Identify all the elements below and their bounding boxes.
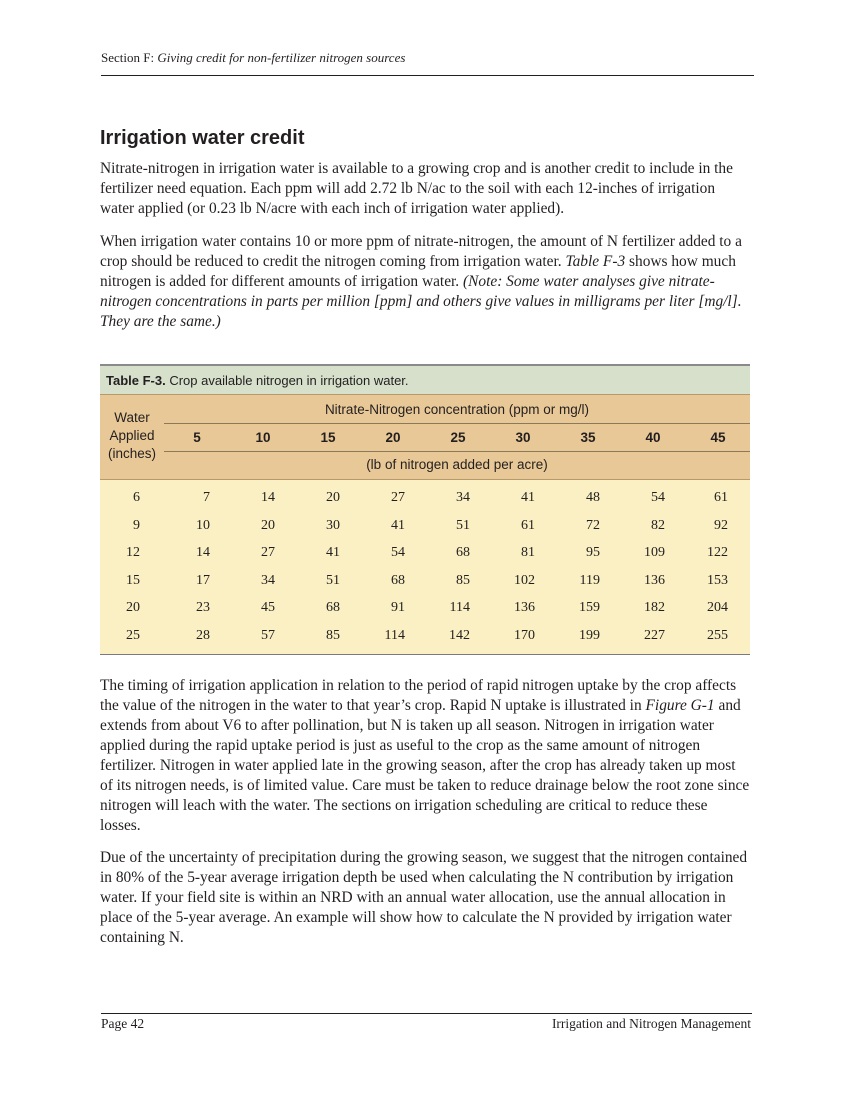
- nitrogen-value-cell: 23: [196, 600, 210, 615]
- p3-text-a: The timing of irrigation application in relation to the period of rapid nitrogen uptake by the crop affects the value of the nitrogen in the water to that year’s crop. Rapid N uptake is illustrated in: [100, 677, 737, 714]
- nitrogen-value-cell: 54: [391, 545, 405, 560]
- nitrogen-value-cell: 92: [714, 517, 728, 533]
- concentration-header: 40: [645, 430, 661, 445]
- nitrogen-value-cell: 95: [586, 545, 600, 560]
- section-label: Section F:: [101, 50, 155, 65]
- paragraph-timing: [100, 676, 750, 836]
- nitrogen-value-cell: 204: [707, 600, 728, 615]
- nitrogen-value-cell: 10: [196, 517, 210, 533]
- nitrogen-value-cell: 102: [514, 572, 535, 588]
- concentration-header: 35: [580, 430, 596, 445]
- table-caption: [100, 364, 750, 394]
- nitrogen-value-cell: 68: [391, 572, 405, 588]
- nitrogen-value-cell: 114: [449, 600, 470, 615]
- nitrogen-value-cell: 68: [326, 600, 340, 615]
- concentration-header: 25: [450, 430, 466, 445]
- header-rule: [101, 75, 754, 76]
- nitrogen-value-cell: 30: [326, 517, 340, 533]
- nitrogen-value-cell: 153: [707, 572, 728, 588]
- row-header-line: Applied: [109, 428, 155, 443]
- nitrogen-value-cell: 136: [644, 572, 665, 588]
- concentration-header: 20: [385, 430, 401, 445]
- nitrogen-value-cell: 34: [261, 572, 275, 588]
- section-heading: Irrigation water credit: [100, 127, 305, 149]
- nitrogen-value-cell: 27: [261, 545, 275, 560]
- nitrogen-value-cell: 41: [326, 545, 340, 560]
- table-caption-text: Crop available nitrogen in irrigation water.: [169, 373, 409, 388]
- p2-text-b: shows how much nitrogen is added for different amounts of irrigation water.: [100, 253, 736, 290]
- nitrogen-value-cell: 114: [384, 627, 405, 643]
- nitrogen-value-cell: 81: [521, 545, 535, 560]
- running-header: [101, 50, 405, 66]
- nitrogen-value-cell: 136: [514, 600, 535, 615]
- header-divider: [164, 451, 750, 452]
- nitrogen-value-cell: 142: [449, 627, 470, 643]
- concentration-header: 30: [515, 430, 531, 445]
- water-applied-cell: 6: [133, 490, 140, 505]
- water-applied-cell: 9: [133, 517, 140, 533]
- water-applied-cell: 15: [126, 572, 140, 588]
- nitrogen-value-cell: 27: [391, 490, 405, 505]
- p2-text-a: When irrigation water contains 10 or more ppm of nitrate-nitrogen, the amount of N fertilizer added to a crop should be reduced to credit the nitrogen coming from irrigation water.: [100, 233, 742, 270]
- section-subtitle: Giving credit for non-fertilizer nitrogen sources: [157, 50, 406, 65]
- table-caption-label: Table F-3.: [106, 373, 166, 388]
- nitrogen-value-cell: 51: [456, 517, 470, 533]
- page-number: Page 42: [101, 1016, 145, 1031]
- nitrogen-value-cell: 54: [651, 490, 665, 505]
- nitrogen-value-cell: 68: [456, 545, 470, 560]
- nitrogen-value-cell: 170: [514, 627, 535, 643]
- concentration-header: 5: [193, 430, 201, 445]
- nitrogen-value-cell: 57: [261, 627, 275, 643]
- table-row: [100, 541, 750, 569]
- header-divider: [164, 423, 750, 424]
- nitrogen-value-cell: 51: [326, 572, 340, 588]
- concentration-header: 15: [320, 430, 336, 445]
- nitrogen-value-cell: 34: [456, 490, 470, 505]
- nitrogen-value-cell: 41: [391, 517, 405, 533]
- nitrogen-value-cell: 159: [579, 600, 600, 615]
- concentration-title: Nitrate-Nitrogen concentration (ppm or mg/l): [324, 402, 590, 417]
- paragraph-nitrate-credit: Nitrate-nitrogen in irrigation water is available to a growing crop and is another credit to include in the fertilizer need equation. Each ppm will add 2.72 lb N/ac to the soil with each 12-inches of irrigation water applied (or 0.23 lb N/acre with each inch of irrigation water applied).: [100, 160, 733, 217]
- water-applied-cell: 25: [126, 627, 140, 643]
- nitrogen-value-cell: 91: [391, 600, 405, 615]
- nitrogen-value-cell: 82: [651, 517, 665, 533]
- nitrogen-value-cell: 28: [196, 627, 210, 643]
- nitrogen-value-cell: 45: [261, 600, 275, 615]
- nitrogen-value-cell: 122: [707, 545, 728, 560]
- paragraph-uncertainty: Due of the uncertainty of precipitation during the growing season, we suggest that the nitrogen contained in 80% of the 5-year average irrigation depth be used when calculating the N contribution by irrigation water. If your field site is within an NRD with an annual water allocation, use the annual allocation in place of the 5-year average. An example will show how to calculate the N provided by irrigation water containing N.: [100, 849, 748, 946]
- row-header-line: (inches): [107, 446, 156, 461]
- table-row: [100, 514, 750, 542]
- nitrogen-value-cell: 14: [261, 490, 275, 505]
- nitrogen-value-cell: 7: [203, 490, 210, 505]
- unit-title: (lb of nitrogen added per acre): [366, 457, 548, 472]
- nitrogen-value-cell: 72: [586, 517, 600, 533]
- table-reference: Table F-3: [565, 253, 626, 270]
- nitrogen-value-cell: 85: [326, 627, 340, 643]
- table-header: [100, 394, 750, 479]
- footer-rule: [101, 1013, 752, 1014]
- nitrogen-value-cell: 199: [579, 627, 600, 643]
- nitrogen-value-cell: 61: [521, 517, 535, 533]
- note-text: (Note: Some water analyses give nitrate-nitrogen concentrations in parts per million [ppm] and others give values in milligrams per liter [mg/l]. They are the same.): [100, 273, 742, 330]
- p3-text-b: and extends from about V6 to after pollination, but N is taken up all season. Nitrogen in irrigation water applied during the rapid uptake period is just as useful to the crop as the same amount of nitrogen fertilizer. Nitrogen in water applied late in the growing season, after the crop has already taken up most of its nitrogen needs, is of limited value. Care must be taken to reduce drainage below the root zone since nitrogen will leach with the water. The sections on irrigation scheduling are critical to reduce these losses.: [100, 697, 750, 834]
- nitrogen-value-cell: 85: [456, 572, 470, 588]
- paragraph-reduce-fertilizer: [100, 232, 750, 332]
- nitrogen-value-cell: 14: [196, 545, 210, 560]
- nitrogen-value-cell: 41: [521, 490, 535, 505]
- row-header: [100, 409, 164, 463]
- nitrogen-value-cell: 17: [196, 572, 210, 588]
- row-header-line: Water: [114, 410, 150, 425]
- table-body: [100, 479, 750, 655]
- water-applied-cell: 12: [126, 545, 140, 560]
- nitrogen-value-cell: 20: [326, 490, 340, 505]
- nitrogen-value-cell: 109: [644, 545, 665, 560]
- concentration-header: 10: [255, 430, 271, 445]
- footer-title: Irrigation and Nitrogen Management: [551, 1016, 751, 1031]
- table-row: [100, 596, 750, 624]
- nitrogen-value-cell: 61: [714, 490, 728, 505]
- concentration-header: 45: [710, 430, 726, 445]
- nitrogen-value-cell: 48: [586, 490, 600, 505]
- nitrogen-value-cell: 255: [707, 627, 728, 643]
- table-row: [100, 624, 750, 652]
- table-row: [100, 486, 750, 514]
- figure-reference: Figure G-1: [645, 697, 715, 714]
- nitrogen-value-cell: 182: [644, 600, 665, 615]
- nitrogen-value-cell: 20: [261, 517, 275, 533]
- table-row: [100, 569, 750, 597]
- nitrogen-value-cell: 227: [644, 627, 665, 643]
- nitrogen-table: [100, 364, 750, 655]
- nitrogen-value-cell: 119: [579, 572, 600, 588]
- water-applied-cell: 20: [126, 600, 140, 615]
